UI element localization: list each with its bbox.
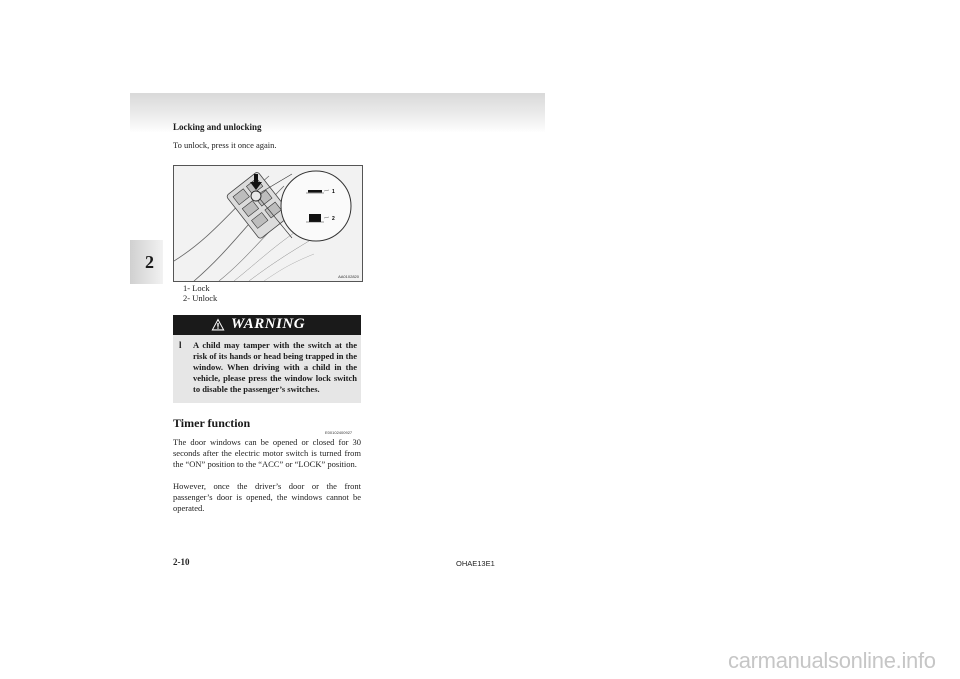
intro-text: To unlock, press it once again. xyxy=(173,140,277,150)
callout-2: 2 xyxy=(332,216,335,222)
warning-header xyxy=(173,315,361,335)
section-title: Locking and unlocking xyxy=(173,122,262,132)
callout-1: 1 xyxy=(332,189,335,195)
warning-triangle-icon xyxy=(211,318,225,331)
door-panel-illustration xyxy=(174,166,362,281)
chapter-number: 2 xyxy=(145,252,154,272)
figure-legend xyxy=(183,283,217,303)
warning-box xyxy=(173,315,361,403)
page-number: 2-10 xyxy=(173,557,190,567)
warning-title: WARNING xyxy=(231,316,306,332)
figure-code: AA0102820 xyxy=(338,274,359,279)
window-switch-figure xyxy=(173,165,363,282)
warning-body xyxy=(179,340,357,395)
timer-paragraph-1: The door windows can be opened or closed for 30 seconds after the electric motor switch is turned from the “ON” position to the “ACC” or “LOCK” position. xyxy=(173,437,361,469)
legend-item-lock: 1- Lock xyxy=(183,283,210,293)
timer-function-heading: Timer function xyxy=(173,416,251,430)
warning-text: A child may tamper with the switch at the risk of its hands or head being trapped in the window. When driving with a child in the vehicle, please press the window lock switch to disable the passenger’s switches. xyxy=(193,340,357,394)
watermark: carmanualsonline.info xyxy=(728,648,936,673)
document-code: OHAE13E1 xyxy=(456,559,495,568)
timer-function-code: E00102400927 xyxy=(325,430,353,435)
legend-item-unlock: 2- Unlock xyxy=(183,293,218,303)
warning-bullet: l xyxy=(179,340,182,350)
timer-paragraph-2: However, once the driver’s door or the front passenger’s door is opened, the windows cannot be operated. xyxy=(173,481,361,513)
